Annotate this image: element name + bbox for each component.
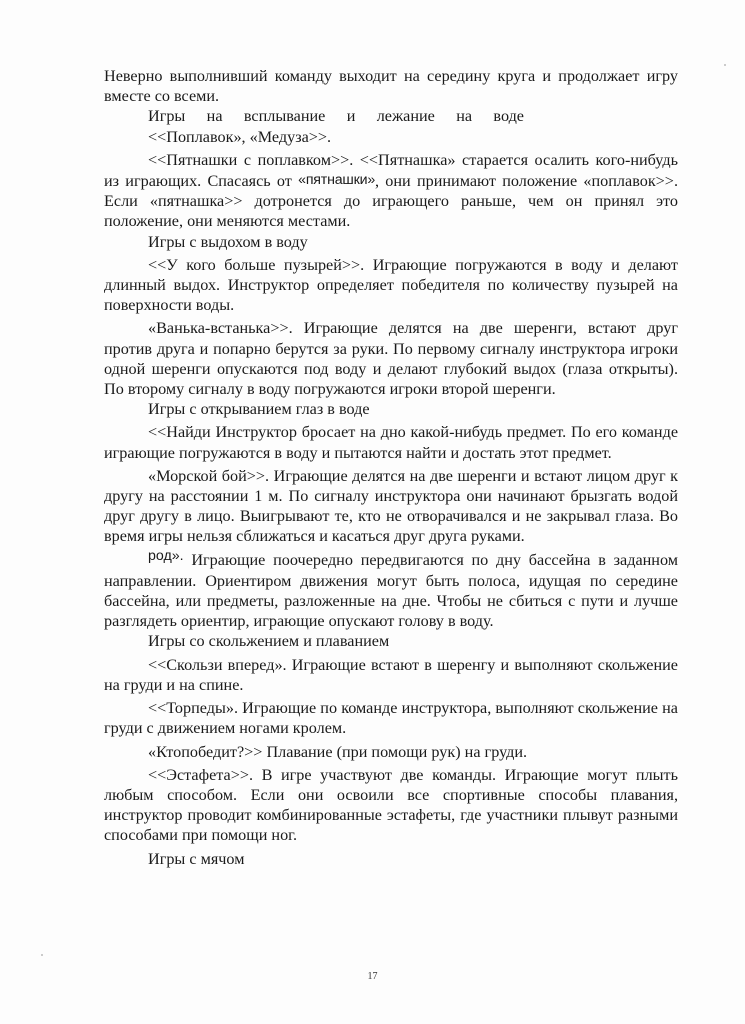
heading-ball-games: Игры с мячом xyxy=(148,849,245,868)
heading-exhale-games: Игры с выдохом в воду xyxy=(148,232,308,251)
scan-speck xyxy=(724,64,726,66)
scan-speck xyxy=(41,954,43,956)
page-body-text xyxy=(104,66,678,869)
paragraph-tag-part-1: <<Пятнашки с поплавком>>. <<Пятнашка» старается осалить кого-нибудь из играющих. Спасаясь от xyxy=(104,150,678,191)
paragraph-glide-forward: <<Скользи вперед». Играющие встают в шеренгу и выполняют скольжение на груди и на спине. xyxy=(104,655,678,694)
paragraph-tag-part-2: , они принимают положение «поплавок>>. Если «пятнашка>> дотронется до играющего раньше, чем он принял это положение, они меняются местами. xyxy=(104,172,678,231)
paragraph-relay: <<Эстафета>>. В игре участвуют две команды. Играющие могут плыть любым способом. Если они освоили все спортивные способы плавания, инструктор проводит комбинированные эстафеты, где участники плывут разными способами при помощи ног. xyxy=(104,765,678,845)
heading-eyes-open-games: Игры с открыванием глаз в воде xyxy=(148,400,370,419)
paragraph-who-wins: «Ктопобедит?>> Плавание (при помощи рук) на груди. xyxy=(148,742,528,761)
paragraph-walking-bottom-text: Играющие поочередно передвигаются по дну бассейна в заданном направлении. Ориентиром движения могут быть полоса, идущая по середине бассейна, или предметы, разложенные на дне. Чтобы не сбиться с пути и лучше разглядеть ориентир, играющие опускают голову в воду. xyxy=(104,550,678,631)
heading-floating-games: Игры на всплывание и лежание на воде xyxy=(148,107,524,126)
paragraph-torpedoes: <<Торпеды». Играющие по команде инструктора, выполняют скольжение на груди с движением ногами кролем. xyxy=(104,699,678,738)
page-number: 17 xyxy=(367,971,378,982)
paragraph-find: <<Найди Инструктор бросает на дно какой-нибудь предмет. По его команде играющие погружаются в воду и пытаются найти и достать этот предмет. xyxy=(104,423,678,462)
overlay-word-tag: «пятнашки» xyxy=(298,172,376,189)
paragraph-bubbles: <<У кого больше пузырей>>. Играющие погружаются в воду и делают длинный выдох. Инструктор определяет победителя по количеству пузырей на поверхности воды. xyxy=(104,255,678,315)
heading-glide-swim-games: Игры со скольжением и плаванием xyxy=(148,632,390,651)
game-title-float-medusa: <<Поплавок», «Медуза>>. xyxy=(148,127,332,146)
paragraph-intro: Неверно выполнивший команду выходит на середину круга и продолжает игру вместе со всеми. xyxy=(104,67,678,106)
paragraph-vanka-vstanka: «Ванька-встанька>>. Играющие делятся на две шеренги, встают друг против друга и попарно берутся за руки. По первому сигналу инструктора игроки одной шеренги опускаются под воду и делают глубокий выдох (глаза открыты). По второму сигналу в воду погружаются игроки второй шеренги. xyxy=(104,319,678,399)
overlay-word-rod: род». xyxy=(148,547,184,564)
paragraph-walking-bottom xyxy=(104,547,678,632)
paragraph-tag-with-float xyxy=(104,150,678,232)
paragraph-sea-battle: «Морской бой>>. Играющие делятся на две шеренги и встают лицом друг к другу на расстоянии 1 м. По сигналу инструктора они начинают брызгать водой друг другу в лицо. Выигрывают те, кто не отворачивался и не закрывал глаза. Во время игры нельзя сближаться и касаться друг друга руками. xyxy=(104,466,678,546)
